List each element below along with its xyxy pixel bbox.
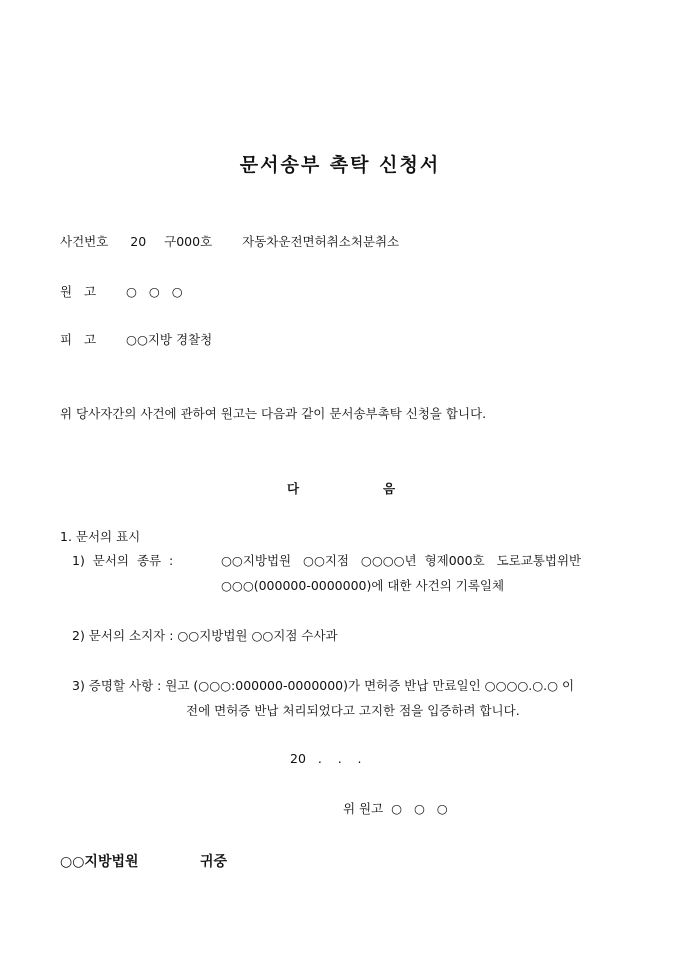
- defendant-row: [60, 330, 212, 348]
- item2-text: 2) 문서의 소지자 : ○○지방법원 ○○지점 수사과: [72, 628, 338, 643]
- case-number-row: [60, 232, 399, 250]
- court-name: ○○지방법원: [60, 854, 139, 870]
- item3-line2: 전에 면허증 반납 처리되었다고 고지한 점을 입증하려 합니다.: [186, 703, 520, 718]
- intro-paragraph: 위 당사자간의 사건에 관하여 원고는 다음과 같이 문서송부촉탁 신청을 합니다.: [60, 406, 487, 421]
- defendant-name: ○○지방 경찰청: [126, 332, 213, 347]
- defendant-label: 피 고: [60, 332, 97, 347]
- case-number: 구000호: [164, 234, 213, 249]
- heading-right: 음: [383, 481, 396, 496]
- heading-left: 다: [287, 481, 300, 496]
- document-title: 문서송부 촉탁 신청서: [239, 154, 441, 176]
- section-title: 1. 문서의 표시: [60, 529, 141, 544]
- plaintiff-label: 원 고: [60, 284, 97, 299]
- date-line: 20 . . .: [290, 751, 362, 766]
- item3-line1: 3) 증명할 사항 : 원고 (○○○:000000-0000000)가 면허증 반납 만료일인 ○○○○.○.○ 이: [72, 678, 575, 693]
- case-name: 자동차운전면허취소처분취소: [242, 234, 400, 249]
- signer-line: 위 원고 ○ ○ ○: [343, 801, 448, 816]
- item1-line2: ○○○(000000-0000000)에 대한 사건의 기록일체: [221, 578, 505, 593]
- item1-label: 1) 문서의 종류 :: [72, 553, 174, 568]
- court-suffix: 귀중: [200, 854, 228, 870]
- item1-line1: ○○지방법원 ○○지점 ○○○○년 형제000호 도로교통법위반: [221, 553, 582, 568]
- case-number-label: 사건번호: [60, 234, 109, 249]
- plaintiff-row: [60, 282, 183, 300]
- plaintiff-name: ○ ○ ○: [126, 284, 183, 299]
- case-year: 20: [130, 234, 147, 249]
